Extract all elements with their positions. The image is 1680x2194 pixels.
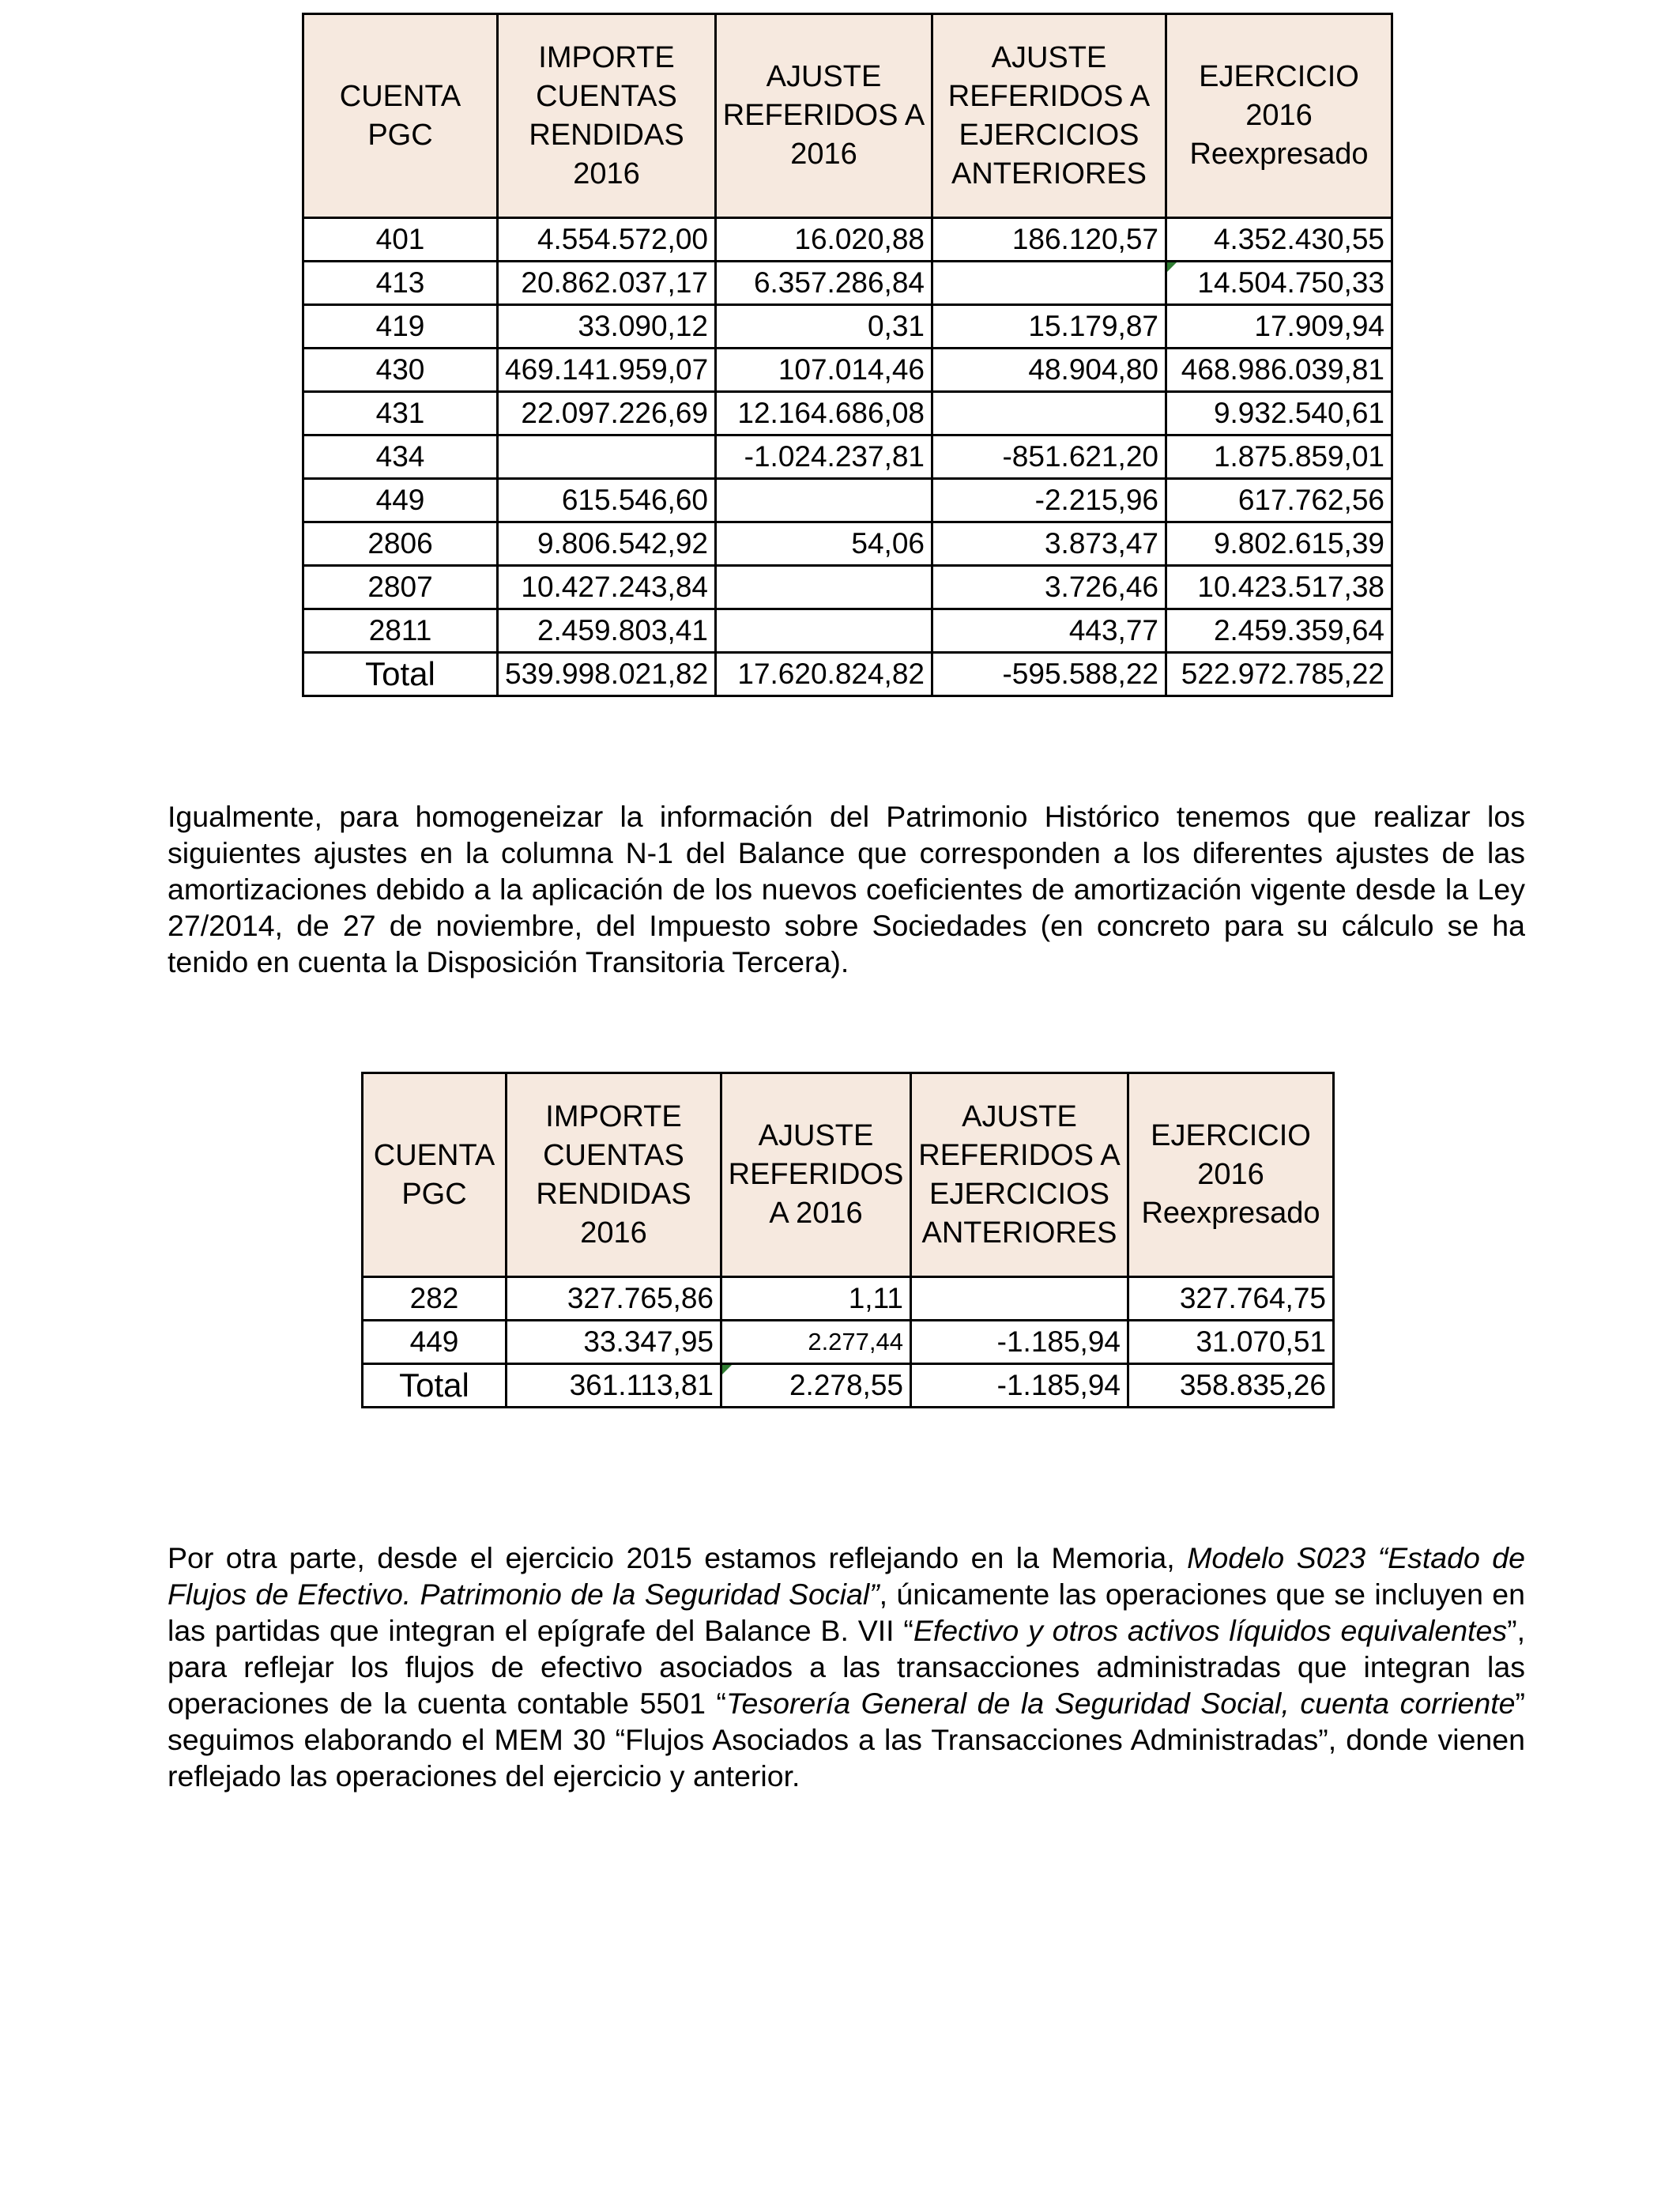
amount-cell: [498, 435, 716, 479]
paragraph2-italic-2: Efectivo y otros activos líquidos equivalentes: [913, 1614, 1508, 1647]
column-header: EJERCICIO 2016 Reexpresado: [1128, 1073, 1334, 1277]
amount-cell: 10.423.517,38: [1166, 566, 1392, 609]
total-amount-cell: 539.998.021,82: [498, 653, 716, 696]
total-label: Total: [363, 1364, 507, 1408]
amount-cell: 48.904,80: [932, 349, 1166, 392]
paragraph2-text-3: ”, para reflejar los flujos de efectivo asociados a las transacciones administradas que integran las operaciones de la cuenta contable 5501 “: [168, 1614, 1526, 1720]
account-cell: 419: [303, 305, 498, 349]
total-amount-cell: 361.113,81: [507, 1364, 721, 1408]
amount-cell: 22.097.226,69: [498, 392, 716, 435]
amount-cell: -851.621,20: [932, 435, 1166, 479]
amount-cell: -2.215,96: [932, 479, 1166, 522]
amount-cell: 3.873,47: [932, 522, 1166, 566]
amount-cell: 1.875.859,01: [1166, 435, 1392, 479]
table-row: [303, 218, 1392, 262]
amount-cell: 4.554.572,00: [498, 218, 716, 262]
amount-cell: [911, 1277, 1128, 1321]
amount-cell: 15.179,87: [932, 305, 1166, 349]
amount-cell: 10.427.243,84: [498, 566, 716, 609]
table-row: [303, 566, 1392, 609]
paragraph2-text-1: Por otra parte, desde el ejercicio 2015 estamos reflejando en la Memoria,: [168, 1541, 1188, 1574]
amount-cell: 2.459.803,41: [498, 609, 716, 653]
column-header: IMPORTE CUENTAS RENDIDAS 2016: [498, 14, 716, 218]
amount-cell: 17.909,94: [1166, 305, 1392, 349]
amount-cell: [932, 392, 1166, 435]
table-row: [303, 609, 1392, 653]
amount-cell: [716, 609, 932, 653]
table-row: [363, 1321, 1334, 1364]
amount-cell: 54,06: [716, 522, 932, 566]
column-header: CUENTA PGC: [303, 14, 498, 218]
amount-cell: 9.932.540,61: [1166, 392, 1392, 435]
account-cell: 431: [303, 392, 498, 435]
amount-cell: 4.352.430,55: [1166, 218, 1392, 262]
amount-cell: 615.546,60: [498, 479, 716, 522]
header-row: [303, 14, 1392, 218]
amount-cell: 469.141.959,07: [498, 349, 716, 392]
paragraph2-italic-1: Modelo S023 “Estado de Flujos de Efectivo. Patrimonio de la Seguridad Social”: [168, 1541, 1525, 1611]
amount-cell: 2.459.359,64: [1166, 609, 1392, 653]
table-row: [303, 435, 1392, 479]
total-amount-cell: 522.972.785,22: [1166, 653, 1392, 696]
amount-cell: 6.357.286,84: [716, 262, 932, 305]
amount-cell: 327.764,75: [1128, 1277, 1334, 1321]
amount-cell: 2.277,44: [721, 1321, 911, 1364]
amount-cell: 9.806.542,92: [498, 522, 716, 566]
table-row: [303, 392, 1392, 435]
amount-cell: 617.762,56: [1166, 479, 1392, 522]
total-label: Total: [303, 653, 498, 696]
amount-cell: 1,11: [721, 1277, 911, 1321]
total-row: [363, 1364, 1334, 1408]
table-row: [363, 1277, 1334, 1321]
amount-cell: 14.504.750,33: [1166, 262, 1392, 305]
adjustments-table-2016: [302, 13, 1393, 697]
amount-cell: 33.347,95: [507, 1321, 721, 1364]
table-row: [303, 262, 1392, 305]
amount-cell: 327.765,86: [507, 1277, 721, 1321]
amount-cell: 186.120,57: [932, 218, 1166, 262]
account-cell: 2806: [303, 522, 498, 566]
paragraph2-text-2: , únicamente las operaciones que se incluyen en las partidas que integran el epígrafe del Balance B. VII “: [168, 1578, 1526, 1647]
column-header: AJUSTE REFERIDOS A EJERCICIOS ANTERIORES: [911, 1073, 1128, 1277]
total-amount-cell: 358.835,26: [1128, 1364, 1334, 1408]
account-cell: 430: [303, 349, 498, 392]
amount-cell: 107.014,46: [716, 349, 932, 392]
table-row: [303, 305, 1392, 349]
amount-cell: 468.986.039,81: [1166, 349, 1392, 392]
amount-cell: 0,31: [716, 305, 932, 349]
column-header: AJUSTE REFERIDOS A EJERCICIOS ANTERIORES: [932, 14, 1166, 218]
amount-cell: [716, 566, 932, 609]
paragraph2-text-4: ” seguimos elaborando el MEM 30 “Flujos Asociados a las Transacciones Administradas”, donde vienen reflejado las operaciones del ejercicio y anterior.: [168, 1687, 1525, 1793]
account-cell: 413: [303, 262, 498, 305]
account-cell: 2807: [303, 566, 498, 609]
column-header: AJUSTE REFERIDOS A 2016: [716, 14, 932, 218]
total-amount-cell: 17.620.824,82: [716, 653, 932, 696]
amount-cell: -1.185,94: [911, 1321, 1128, 1364]
amortization-adjustments-table: [361, 1072, 1335, 1408]
amount-cell: 33.090,12: [498, 305, 716, 349]
paragraph2-italic-3: Tesorería General de la Seguridad Social, cuenta corriente: [726, 1687, 1516, 1720]
amount-cell: 20.862.037,17: [498, 262, 716, 305]
amount-cell: [932, 262, 1166, 305]
account-cell: 401: [303, 218, 498, 262]
account-cell: 449: [303, 479, 498, 522]
table-row: [303, 522, 1392, 566]
account-cell: 434: [303, 435, 498, 479]
total-amount-cell: -595.588,22: [932, 653, 1166, 696]
table-row: [303, 479, 1392, 522]
column-header: EJERCICIO 2016 Reexpresado: [1166, 14, 1392, 218]
amount-cell: 12.164.686,08: [716, 392, 932, 435]
column-header: AJUSTE REFERIDOS A 2016: [721, 1073, 911, 1277]
paragraph-patrimonio-historico: Igualmente, para homogeneizar la información del Patrimonio Histórico tenemos que realizar los siguientes ajustes en la columna N-1 del Balance que corresponden a los diferentes ajustes de las amortizaciones debido a la aplicación de los nuevos coeficientes de amortización vigente desde la Ley 27/2014, de 27 de noviembre, del Impuesto sobre Sociedades (en concreto para su cálculo se ha tenido en cuenta la Disposición Transitoria Tercera).: [168, 800, 1525, 978]
total-amount-cell: -1.185,94: [911, 1364, 1128, 1408]
total-amount-cell: 2.278,55: [721, 1364, 911, 1408]
account-cell: 282: [363, 1277, 507, 1321]
account-cell: 2811: [303, 609, 498, 653]
table-row: [303, 349, 1392, 392]
amount-cell: 31.070,51: [1128, 1321, 1334, 1364]
column-header: IMPORTE CUENTAS RENDIDAS 2016: [507, 1073, 721, 1277]
amount-cell: 9.802.615,39: [1166, 522, 1392, 566]
amount-cell: 16.020,88: [716, 218, 932, 262]
amount-cell: 3.726,46: [932, 566, 1166, 609]
amount-cell: [716, 479, 932, 522]
amount-cell: 443,77: [932, 609, 1166, 653]
header-row: [363, 1073, 1334, 1277]
paragraph-flujos-efectivo: [168, 1540, 1525, 1794]
amount-cell: -1.024.237,81: [716, 435, 932, 479]
total-row: [303, 653, 1392, 696]
column-header: CUENTA PGC: [363, 1073, 507, 1277]
account-cell: 449: [363, 1321, 507, 1364]
